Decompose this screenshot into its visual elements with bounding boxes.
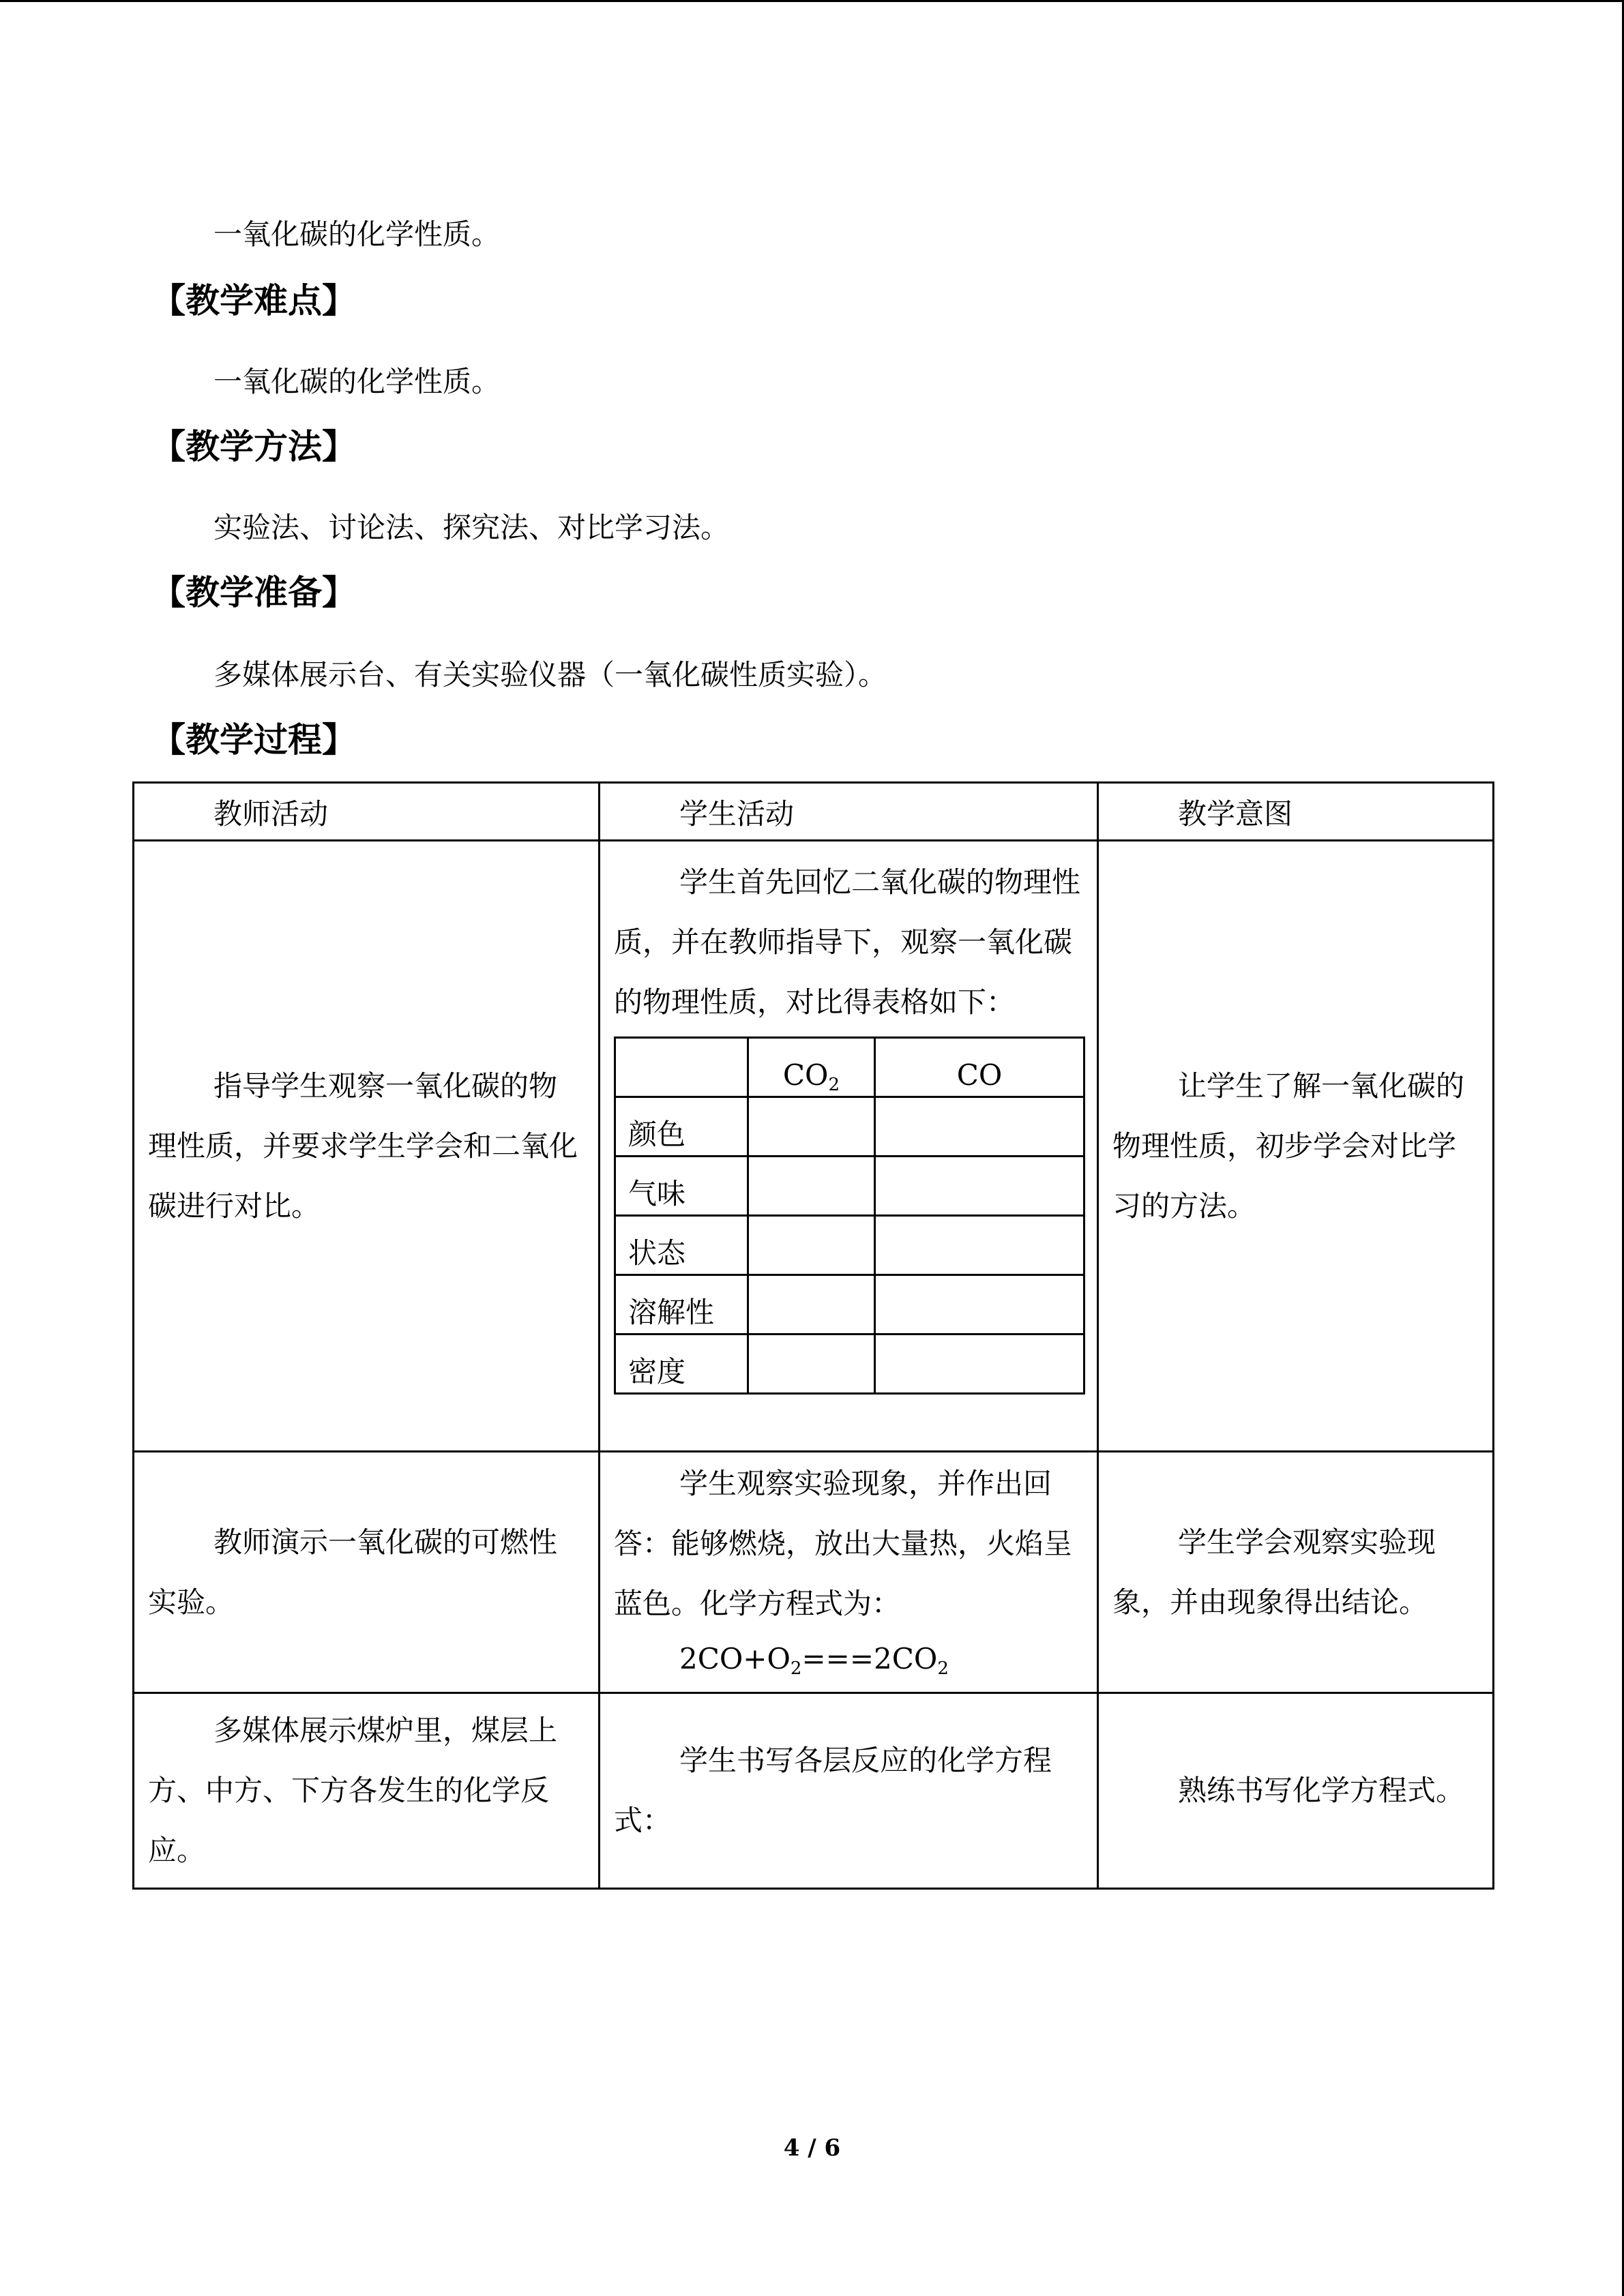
property-odor: 气味	[615, 1157, 748, 1216]
teaching-process-table	[132, 781, 1494, 1890]
header-student-activity: 学生活动	[600, 783, 1098, 841]
row2-intent: 学生学会观察实验现象，并由现象得出结论。	[1098, 1452, 1494, 1693]
header-teaching-intent: 教学意图	[1098, 783, 1494, 841]
heading-difficulty: 【教学难点】	[151, 280, 356, 320]
row2-student-text: 学生观察实验现象，并作出回答：能够燃烧，放出大量热，火焰呈蓝色。化学方程式为：	[614, 1467, 1073, 1620]
row1-teacher: 指导学生观察一氧化碳的物理性质，并要求学生学会和二氧化碳进行对比。	[134, 841, 600, 1452]
preparation-text: 多媒体展示台、有关实验仪器（一氧化碳性质实验）。	[213, 658, 887, 691]
table-row	[134, 1452, 1494, 1693]
co-header: CO	[875, 1038, 1084, 1097]
comparison-row	[615, 1097, 1084, 1157]
combustion-equation: $2CO+O_2===2CO_2$	[679, 1642, 949, 1679]
row2-teacher: 教师演示一氧化碳的可燃性实验。	[134, 1452, 600, 1693]
comparison-row	[615, 1216, 1084, 1275]
header-teacher-activity: 教师活动	[134, 783, 600, 841]
comparison-header-row	[615, 1038, 1084, 1097]
key-point-text: 一氧化碳的化学性质。	[213, 218, 501, 251]
comparison-corner	[615, 1038, 748, 1097]
comparison-row	[615, 1335, 1084, 1394]
property-solubility: 溶解性	[615, 1275, 748, 1335]
table-header-row	[134, 783, 1494, 841]
comparison-row	[615, 1275, 1084, 1335]
co-co2-comparison-table	[614, 1037, 1085, 1395]
heading-process: 【教学过程】	[151, 719, 356, 760]
page-number: 4 / 6	[783, 2134, 841, 2162]
co2-header: $CO_2$	[748, 1038, 875, 1097]
comparison-row	[615, 1157, 1084, 1216]
row1-student-cell	[600, 841, 1098, 1452]
row3-teacher: 多媒体展示煤炉里，煤层上方、中方、下方各发生的化学反应。	[134, 1693, 600, 1889]
table-row	[134, 1693, 1494, 1889]
row2-student-cell	[600, 1452, 1098, 1693]
row3-student: 学生书写各层反应的化学方程式：	[600, 1693, 1098, 1889]
heading-methods: 【教学方法】	[151, 426, 356, 466]
methods-text: 实验法、讨论法、探究法、对比学习法。	[213, 511, 730, 544]
table-row	[134, 841, 1494, 1452]
page-border-top	[0, 0, 1624, 2]
row1-intent: 让学生了解一氧化碳的物理性质，初步学会对比学习的方法。	[1098, 841, 1494, 1452]
property-state: 状态	[615, 1216, 748, 1275]
difficulty-text: 一氧化碳的化学性质。	[213, 365, 501, 398]
row3-intent: 熟练书写化学方程式。	[1098, 1693, 1494, 1889]
property-density: 密度	[615, 1335, 748, 1394]
heading-preparation: 【教学准备】	[151, 572, 356, 612]
property-color: 颜色	[615, 1097, 748, 1157]
row1-student-text: 学生首先回忆二氧化碳的物理性质，并在教师指导下，观察一氧化碳的物理性质，对比得表格如下：	[614, 865, 1081, 1019]
